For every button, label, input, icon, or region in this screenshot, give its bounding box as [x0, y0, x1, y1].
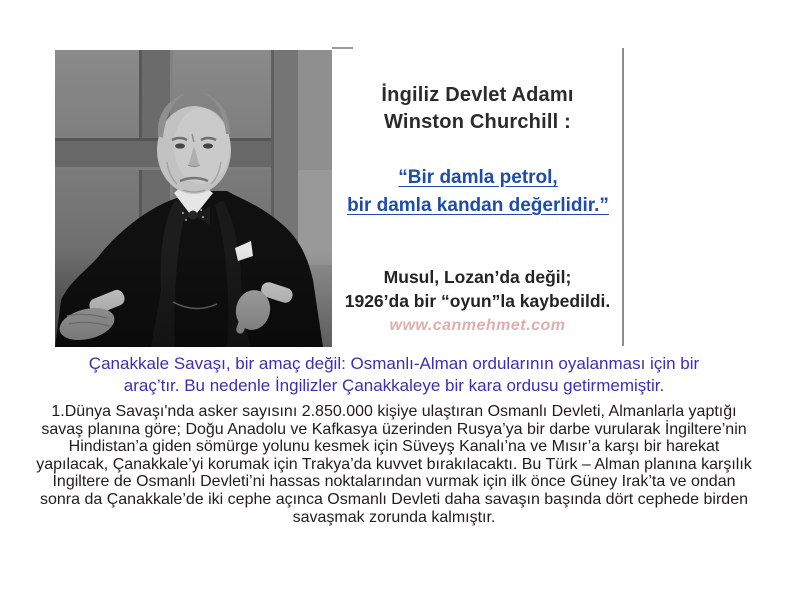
statesman-heading [332, 82, 623, 136]
heading-line-2: Winston Churchill : [384, 111, 571, 133]
caption-line-1: Çanakkale Savaşı, bir amaç değil: Osmanlı-Alman ordularının oyalanması için bir [88, 354, 700, 373]
caption-line-2: araç’tır. Bu nedenle İngilizler Çanakkaleye bir kara ordusu getirmemiştir. [123, 375, 665, 395]
body-line-7: savaşmak zorunda kalmıştır. [292, 508, 496, 526]
watermark-url: www.canmehmet.com [389, 317, 566, 334]
photo-vignette [55, 250, 332, 347]
mosul-line-2: 1926’da bir “oyun”la kaybedildi. [344, 291, 611, 311]
body-line-3: Hindistan’a giden sömürge yolunu kesmek için Süveyş Kanalı’na ve Mısır’a karşı bir harekat [68, 438, 720, 456]
body-line-5: İngiltere de Osmanlı Devleti’ni hassas noktalarından vurmak için ilk önce Güney Irak’ta ve ondan [52, 473, 736, 491]
slide-text-panel [332, 50, 623, 347]
mosul-line-1: Musul, Lozan’da değil; [383, 267, 572, 287]
body-line-1: 1.Dünya Savaşı'nda asker sayısını 2.850.000 kişiye ulaştıran Osmanlı Devleti, Almanlarla yaptığı [51, 403, 737, 420]
mosul-note [332, 265, 623, 313]
panel-border-right [622, 48, 624, 346]
body-line-6: sonra da Çanakkale’de iki cephe açınca Osmanlı Devleti daha savaşın başında dört cephede birden [40, 490, 748, 508]
churchill-quote [318, 164, 638, 220]
body-paragraph [0, 403, 788, 526]
quote-line-2: bir damla kandan değerlidir.” [347, 195, 609, 216]
face [157, 92, 231, 194]
caption-paragraph [0, 353, 788, 396]
body-line-2: savaş planına göre; Doğu Anadolu ve Kafkasya üzerinden Rusya’ya bir darbe vurularak İngiltere’nin [41, 420, 747, 438]
body-line-4: yapılacak, Çanakkale’yi korumak için Trakya’da kuvvet bırakılacaktı. Bu Türk – Alman planına karşılık [36, 455, 752, 473]
churchill-photo-svg [55, 50, 332, 347]
panel-border-top-segment [332, 47, 353, 49]
heading-line-1: İngiliz Devlet Adamı [381, 84, 574, 106]
quote-line-1: “Bir damla petrol, [398, 167, 558, 188]
churchill-photo [55, 50, 332, 347]
